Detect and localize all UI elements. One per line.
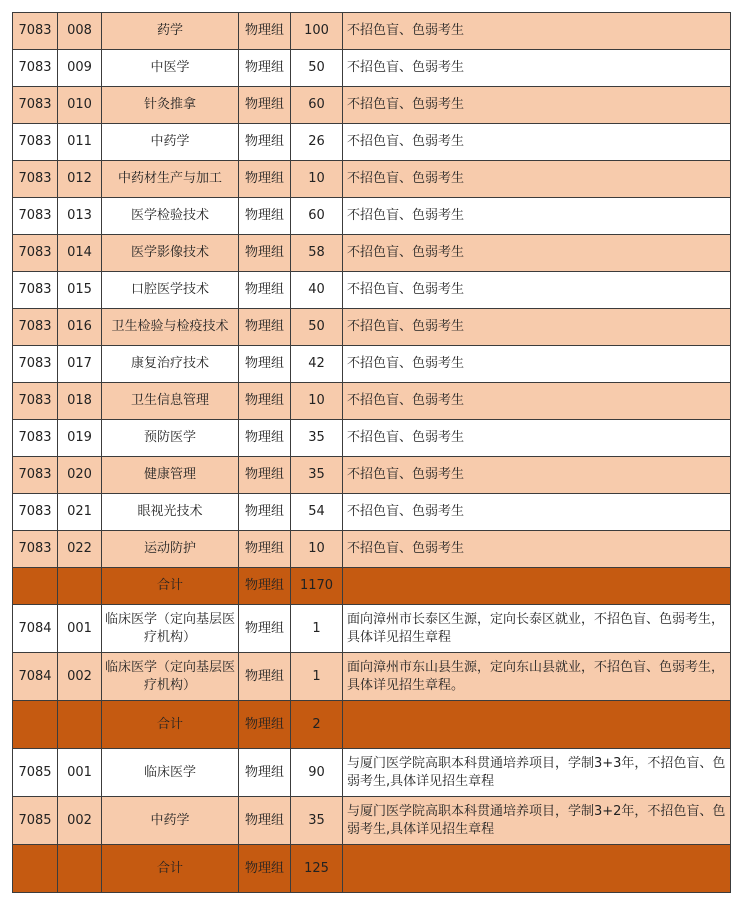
program-code-cell: 7083	[13, 50, 58, 87]
subject-group-cell: 物理组	[239, 494, 291, 531]
table-row	[13, 797, 731, 845]
subject-group-cell: 物理组	[239, 845, 291, 893]
program-code-cell	[13, 701, 58, 749]
subject-group-cell: 物理组	[239, 420, 291, 457]
subtotal-row	[13, 568, 731, 605]
major-number-cell	[58, 701, 102, 749]
quota-cell: 90	[291, 749, 343, 797]
program-code-cell: 7085	[13, 797, 58, 845]
major-name-cell: 医学检验技术	[102, 198, 239, 235]
subject-group-cell: 物理组	[239, 531, 291, 568]
quota-cell: 125	[291, 845, 343, 893]
major-name-cell: 针灸推拿	[102, 87, 239, 124]
table-row	[13, 161, 731, 198]
major-number-cell: 001	[58, 605, 102, 653]
table-row	[13, 420, 731, 457]
quota-cell: 60	[291, 87, 343, 124]
subject-group-cell: 物理组	[239, 235, 291, 272]
subject-group-cell: 物理组	[239, 272, 291, 309]
remarks-cell: 与厦门医学院高职本科贯通培养项目，学制3+3年，不招色盲、色弱考生,具体详见招生章程	[343, 749, 731, 797]
quota-cell: 40	[291, 272, 343, 309]
program-code-cell: 7083	[13, 383, 58, 420]
quota-cell: 26	[291, 124, 343, 161]
remarks-cell: 不招色盲、色弱考生	[343, 383, 731, 420]
subject-group-cell: 物理组	[239, 568, 291, 605]
remarks-cell: 不招色盲、色弱考生	[343, 309, 731, 346]
subject-group-cell: 物理组	[239, 50, 291, 87]
subject-group-cell: 物理组	[239, 653, 291, 701]
subject-group-cell: 物理组	[239, 701, 291, 749]
major-name-cell: 医学影像技术	[102, 235, 239, 272]
table-row	[13, 309, 731, 346]
table-row	[13, 653, 731, 701]
remarks-cell: 不招色盲、色弱考生	[343, 494, 731, 531]
table-row	[13, 605, 731, 653]
remarks-cell: 不招色盲、色弱考生	[343, 272, 731, 309]
subject-group-cell: 物理组	[239, 605, 291, 653]
major-name-cell: 中药材生产与加工	[102, 161, 239, 198]
major-name-cell: 预防医学	[102, 420, 239, 457]
major-number-cell: 022	[58, 531, 102, 568]
major-number-cell: 019	[58, 420, 102, 457]
quota-cell: 50	[291, 50, 343, 87]
quota-cell: 10	[291, 161, 343, 198]
table-row	[13, 494, 731, 531]
quota-cell: 42	[291, 346, 343, 383]
program-code-cell: 7083	[13, 531, 58, 568]
remarks-cell: 不招色盲、色弱考生	[343, 457, 731, 494]
subject-group-cell: 物理组	[239, 309, 291, 346]
quota-cell: 58	[291, 235, 343, 272]
subject-group-cell: 物理组	[239, 124, 291, 161]
major-number-cell: 010	[58, 87, 102, 124]
table-row	[13, 457, 731, 494]
program-code-cell	[13, 845, 58, 893]
program-code-cell: 7083	[13, 420, 58, 457]
remarks-cell: 不招色盲、色弱考生	[343, 531, 731, 568]
remarks-cell: 不招色盲、色弱考生	[343, 198, 731, 235]
table-row	[13, 198, 731, 235]
quota-cell: 10	[291, 383, 343, 420]
remarks-cell: 不招色盲、色弱考生	[343, 420, 731, 457]
quota-cell: 50	[291, 309, 343, 346]
major-name-cell: 临床医学（定向基层医疗机构）	[102, 653, 239, 701]
quota-cell: 35	[291, 797, 343, 845]
table-row	[13, 531, 731, 568]
quota-cell: 1	[291, 605, 343, 653]
remarks-cell: 不招色盲、色弱考生	[343, 50, 731, 87]
table-row	[13, 50, 731, 87]
quota-cell: 1	[291, 653, 343, 701]
remarks-cell: 面向漳州市长泰区生源，定向长泰区就业，不招色盲、色弱考生，具体详见招生章程	[343, 605, 731, 653]
major-number-cell: 013	[58, 198, 102, 235]
program-code-cell: 7083	[13, 161, 58, 198]
major-number-cell: 014	[58, 235, 102, 272]
major-number-cell	[58, 568, 102, 605]
table-row	[13, 87, 731, 124]
major-name-cell: 口腔医学技术	[102, 272, 239, 309]
program-code-cell: 7083	[13, 272, 58, 309]
major-number-cell: 002	[58, 797, 102, 845]
subject-group-cell: 物理组	[239, 13, 291, 50]
remarks-cell	[343, 701, 731, 749]
program-code-cell: 7083	[13, 13, 58, 50]
major-number-cell: 020	[58, 457, 102, 494]
major-number-cell: 017	[58, 346, 102, 383]
major-name-cell: 中医学	[102, 50, 239, 87]
subtotal-row	[13, 845, 731, 893]
program-code-cell: 7084	[13, 653, 58, 701]
major-number-cell: 015	[58, 272, 102, 309]
table-row	[13, 383, 731, 420]
remarks-cell: 不招色盲、色弱考生	[343, 87, 731, 124]
major-name-cell: 合计	[102, 568, 239, 605]
program-code-cell: 7083	[13, 124, 58, 161]
major-name-cell: 健康管理	[102, 457, 239, 494]
remarks-cell: 面向漳州市东山县生源，定向东山县就业，不招色盲、色弱考生，具体详见招生章程。	[343, 653, 731, 701]
quota-cell: 10	[291, 531, 343, 568]
subject-group-cell: 物理组	[239, 87, 291, 124]
major-name-cell: 卫生信息管理	[102, 383, 239, 420]
program-code-cell: 7083	[13, 346, 58, 383]
subject-group-cell: 物理组	[239, 457, 291, 494]
major-number-cell: 011	[58, 124, 102, 161]
major-number-cell: 021	[58, 494, 102, 531]
major-number-cell: 018	[58, 383, 102, 420]
subject-group-cell: 物理组	[239, 749, 291, 797]
table-row	[13, 346, 731, 383]
major-name-cell: 运动防护	[102, 531, 239, 568]
program-code-cell	[13, 568, 58, 605]
quota-cell: 60	[291, 198, 343, 235]
major-name-cell: 药学	[102, 13, 239, 50]
major-number-cell: 016	[58, 309, 102, 346]
quota-cell: 2	[291, 701, 343, 749]
table-row	[13, 13, 731, 50]
major-name-cell: 卫生检验与检疫技术	[102, 309, 239, 346]
quota-cell: 1170	[291, 568, 343, 605]
major-number-cell: 012	[58, 161, 102, 198]
table-row	[13, 235, 731, 272]
subtotal-row	[13, 701, 731, 749]
program-code-cell: 7084	[13, 605, 58, 653]
quota-cell: 100	[291, 13, 343, 50]
major-name-cell: 中药学	[102, 797, 239, 845]
table-body	[13, 13, 731, 893]
subject-group-cell: 物理组	[239, 797, 291, 845]
program-code-cell: 7083	[13, 198, 58, 235]
major-number-cell: 009	[58, 50, 102, 87]
subject-group-cell: 物理组	[239, 346, 291, 383]
program-code-cell: 7083	[13, 235, 58, 272]
remarks-cell: 不招色盲、色弱考生	[343, 124, 731, 161]
major-name-cell: 合计	[102, 845, 239, 893]
major-number-cell: 001	[58, 749, 102, 797]
program-code-cell: 7085	[13, 749, 58, 797]
remarks-cell: 与厦门医学院高职本科贯通培养项目，学制3+2年，不招色盲、色弱考生,具体详见招生章程	[343, 797, 731, 845]
major-number-cell: 008	[58, 13, 102, 50]
major-name-cell: 中药学	[102, 124, 239, 161]
major-name-cell: 眼视光技术	[102, 494, 239, 531]
table-row	[13, 749, 731, 797]
quota-cell: 54	[291, 494, 343, 531]
quota-cell: 35	[291, 457, 343, 494]
quota-cell: 35	[291, 420, 343, 457]
major-name-cell: 临床医学	[102, 749, 239, 797]
program-code-cell: 7083	[13, 87, 58, 124]
remarks-cell: 不招色盲、色弱考生	[343, 13, 731, 50]
remarks-cell: 不招色盲、色弱考生	[343, 235, 731, 272]
enrollment-table	[12, 12, 731, 893]
remarks-cell: 不招色盲、色弱考生	[343, 346, 731, 383]
table-row	[13, 272, 731, 309]
subject-group-cell: 物理组	[239, 161, 291, 198]
major-name-cell: 合计	[102, 701, 239, 749]
remarks-cell	[343, 568, 731, 605]
program-code-cell: 7083	[13, 494, 58, 531]
table-row	[13, 124, 731, 161]
remarks-cell: 不招色盲、色弱考生	[343, 161, 731, 198]
major-name-cell: 临床医学（定向基层医疗机构）	[102, 605, 239, 653]
major-number-cell: 002	[58, 653, 102, 701]
program-code-cell: 7083	[13, 309, 58, 346]
major-name-cell: 康复治疗技术	[102, 346, 239, 383]
remarks-cell	[343, 845, 731, 893]
program-code-cell: 7083	[13, 457, 58, 494]
subject-group-cell: 物理组	[239, 383, 291, 420]
subject-group-cell: 物理组	[239, 198, 291, 235]
major-number-cell	[58, 845, 102, 893]
